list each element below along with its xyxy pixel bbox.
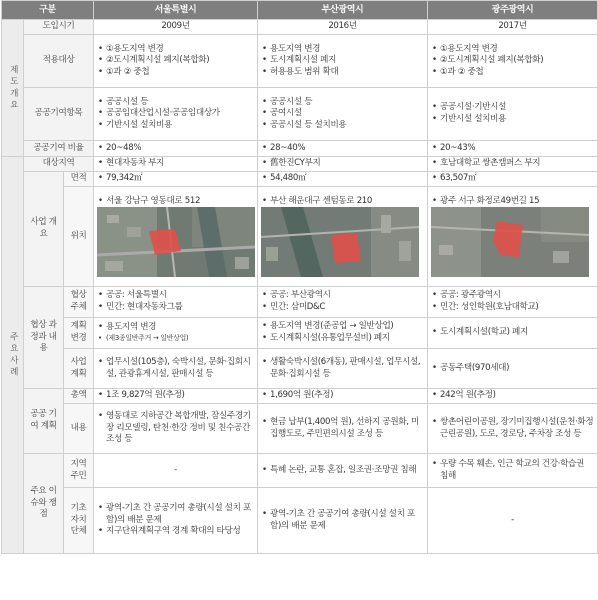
amount-gwangju: • 242억 원(추정) bbox=[428, 389, 598, 404]
site-seoul: • 현대자동차 부지 bbox=[94, 157, 258, 172]
site-gwangju: • 호남대학교 쌍촌캠퍼스 부지 bbox=[428, 157, 598, 172]
ratio-seoul: • 20~48% bbox=[94, 141, 258, 157]
negotiator-seoul: • 공공: 서울특별시 • 민간: 현대자동차그룹 bbox=[94, 287, 258, 318]
project-plan-busan: • 생활숙박시설(6개동), 판매시설, 업무시설, 문화·집회시설 등 bbox=[258, 349, 428, 389]
contrib-seoul: • 공공시설 등 • 공공임대산업시설·공공임대상가 • 기반시설 설치비용 bbox=[94, 88, 258, 141]
intro-gwangju: 2017년 bbox=[428, 20, 598, 35]
label-issues: 주요 이슈와 쟁점 bbox=[24, 454, 64, 554]
section-system-overview: 제도개요 bbox=[2, 20, 24, 157]
local-gov-seoul: • 광역-기초 간 공공기여 총량(시설 설치 포함)의 배분 문제 • 지구단위계획구역 경계 확대의 타당성 bbox=[94, 488, 258, 554]
label-negotiator: 협상 주체 bbox=[64, 287, 94, 318]
header-category: 구분 bbox=[2, 1, 94, 20]
intro-seoul: 2009년 bbox=[94, 20, 258, 35]
table-row bbox=[2, 20, 598, 35]
label-contrib: 공공기여항목 bbox=[24, 88, 94, 141]
label-process: 협상 과정과 내용 bbox=[24, 287, 64, 389]
ratio-gwangju: • 20~43% bbox=[428, 141, 598, 157]
location-seoul: • 서울 강남구 영동대로 512 bbox=[94, 187, 258, 287]
label-site: 대상지역 bbox=[24, 157, 94, 172]
label-contrib-plan: 공공 기여 계획 bbox=[24, 389, 64, 454]
contrib-busan: • 공공시설 등 • 공여시설 • 공공시설 등 설치비용 bbox=[258, 88, 428, 141]
table-row bbox=[2, 389, 598, 404]
header-seoul: 서울특별시 bbox=[94, 1, 258, 20]
table-row bbox=[2, 88, 598, 141]
label-overview: 사업 개요 bbox=[24, 172, 64, 287]
plan-change-gwangju: • 도시계획시설(학교) 폐지 bbox=[428, 318, 598, 349]
residents-seoul: - bbox=[94, 454, 258, 488]
label-target: 적용대상 bbox=[24, 35, 94, 88]
section-major-cases: 주요사례 bbox=[2, 157, 24, 554]
policy-comparison-table bbox=[1, 0, 598, 554]
plan-change-busan: • 용도지역 변경(준공업 → 일반상업) • 도시계획시설(유통업무설비) 폐지 bbox=[258, 318, 428, 349]
label-project-plan: 사업 계획 bbox=[64, 349, 94, 389]
label-residents: 지역 주민 bbox=[64, 454, 94, 488]
table-row bbox=[2, 488, 598, 554]
target-busan: • 용도지역 변경 • 도시계획시설 폐지 • 허용용도 범위 확대 bbox=[258, 35, 428, 88]
target-seoul: • ①용도지역 변경 • ②도시계획시설 폐지(복합화) • ①과 ② 중첩 bbox=[94, 35, 258, 88]
project-plan-seoul: • 업무시설(105층), 숙박시설, 문화·집회시설, 관광휴게시설, 판매시설 등 bbox=[94, 349, 258, 389]
local-gov-gwangju: - bbox=[428, 488, 598, 554]
table-row bbox=[2, 349, 598, 389]
label-area: 면적 bbox=[64, 172, 94, 187]
table-row bbox=[2, 318, 598, 349]
label-content: 내용 bbox=[64, 404, 94, 454]
header-busan: 부산광역시 bbox=[258, 1, 428, 20]
aerial-map-busan bbox=[261, 207, 419, 277]
amount-seoul: • 1조 9,827억 원(추정) bbox=[94, 389, 258, 404]
table-row bbox=[2, 287, 598, 318]
contrib-gwangju: • 공공시설·기반시설 • 기반시설 설치비용 bbox=[428, 88, 598, 141]
aerial-map-seoul bbox=[97, 207, 255, 277]
table-row bbox=[2, 187, 598, 287]
project-plan-gwangju: • 공동주택(970세대) bbox=[428, 349, 598, 389]
table-row bbox=[2, 454, 598, 488]
label-plan-change: 계획 변경 bbox=[64, 318, 94, 349]
content-busan: • 현금 납부(1,400억 원), 선하지 공원화, 미집행도로, 주민편의시설 조성 등 bbox=[258, 404, 428, 454]
location-busan: • 부산 해운대구 센텀동로 210 bbox=[258, 187, 428, 287]
intro-busan: 2016년 bbox=[258, 20, 428, 35]
local-gov-busan: • 광역-기초 간 공공기여 총량(시설 설치 포함)의 배분 문제 bbox=[258, 488, 428, 554]
table-row bbox=[2, 141, 598, 157]
label-location: 위치 bbox=[64, 187, 94, 287]
residents-busan: • 특혜 논란, 교통 혼잡, 일조권·조망권 침해 bbox=[258, 454, 428, 488]
table-row bbox=[2, 404, 598, 454]
label-amount: 총액 bbox=[64, 389, 94, 404]
site-busan: • 舊한진CY부지 bbox=[258, 157, 428, 172]
target-gwangju: • ①용도지역 변경 • ②도시계획시설 폐지(복합화) • ①과 ② 중첩 bbox=[428, 35, 598, 88]
header-gwangju: 광주광역시 bbox=[428, 1, 598, 20]
label-local-gov: 기초 자치 단체 bbox=[64, 488, 94, 554]
label-intro: 도입시기 bbox=[24, 20, 94, 35]
ratio-busan: • 28~40% bbox=[258, 141, 428, 157]
plan-change-seoul: • 용도지역 변경 • (제3종일반주거 → 일반상업) bbox=[94, 318, 258, 349]
aerial-map-gwangju bbox=[431, 207, 589, 277]
table-row bbox=[2, 35, 598, 88]
content-seoul: • 영동대로 지하공간 복합개발, 잠실주경기장 리모델링, 탄천·한강 정비 및 친수공간 조성 등 bbox=[94, 404, 258, 454]
area-seoul: • 79,342㎡ bbox=[94, 172, 258, 187]
label-ratio: 공공기여 비율 bbox=[24, 141, 94, 157]
area-busan: • 54,480㎡ bbox=[258, 172, 428, 187]
negotiator-gwangju: • 공공: 광주광역시 • 민간: 성인학원(호남대학교) bbox=[428, 287, 598, 318]
table-row bbox=[2, 172, 598, 187]
amount-busan: • 1,690억 원(추정) bbox=[258, 389, 428, 404]
content-gwangju: • 쌍촌어린이공원, 장기미집행시설(운천·화정근린공원), 도로, 경로당, 주차장 조성 등 bbox=[428, 404, 598, 454]
table-row bbox=[2, 157, 598, 172]
area-gwangju: • 63,507㎡ bbox=[428, 172, 598, 187]
residents-gwangju: • 우량 수목 훼손, 인근 학교의 건강·학습권 침해 bbox=[428, 454, 598, 488]
location-gwangju: • 광주 서구 화정로49번길 15 bbox=[428, 187, 598, 287]
negotiator-busan: • 공공: 부산광역시 • 민간: 삼미D&C bbox=[258, 287, 428, 318]
table-header-row bbox=[2, 1, 598, 20]
